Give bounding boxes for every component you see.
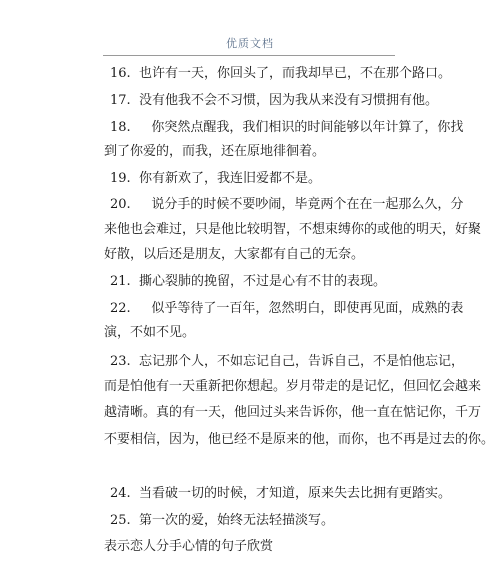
text-line: 19. 你有新欢了，我连旧爱都不是。 <box>110 171 321 186</box>
text-line: 演，不如不见。 <box>104 325 196 340</box>
page-header: 优质文档 <box>226 37 274 50</box>
section-heading: 表示恋人分手心情的句子欣赏 <box>104 539 274 554</box>
text-line: 24. 当看破一切的时候，才知道，原来失去比拥有更踏实。 <box>110 486 451 501</box>
text-line: 好散，以后还是朋友，大家都有自己的无奈。 <box>104 247 365 262</box>
text-line: 20. 说分手的时候不要吵闹，毕竟两个在在一起那么久，分 <box>110 197 464 212</box>
text-line: 17. 没有他我不会不习惯，因为我从来没有习惯拥有他。 <box>110 93 438 108</box>
text-line: 18. 你突然点醒我，我们相识的时间能够以年计算了，你找 <box>110 120 464 135</box>
text-line: 16. 也许有一天，你回头了，而我却早已，不在那个路口。 <box>110 66 451 81</box>
text-line: 25. 第一次的爱，始终无法轻描淡写。 <box>110 513 334 528</box>
text-line: 不要相信，因为，他已经不是原来的他，而你，也不再是过去的你。 <box>104 432 495 447</box>
header-divider <box>103 55 395 56</box>
text-line: 22. 似乎等待了一百年，忽然明白，即使再见面，成熟的表 <box>110 301 464 316</box>
text-line: 23. 忘记那个人，不如忘记自己，告诉自己，不是怕他忘记， <box>110 354 464 369</box>
text-line: 21. 撕心裂肺的挽留，不过是心有不甘的表现。 <box>110 274 386 289</box>
text-line: 到了你爱的，而我，还在原地徘徊着。 <box>104 144 326 159</box>
text-line: 越清晰。真的有一天，他回过头来告诉你，他一直在惦记你，千万 <box>104 405 482 420</box>
text-line: 而是怕他有一天重新把你想起。岁月带走的是记忆，但回忆会越来 <box>104 379 482 394</box>
text-line: 来他也会难过，只是他比较明智，不想束缚你的或他的明天，好聚 <box>104 222 482 237</box>
